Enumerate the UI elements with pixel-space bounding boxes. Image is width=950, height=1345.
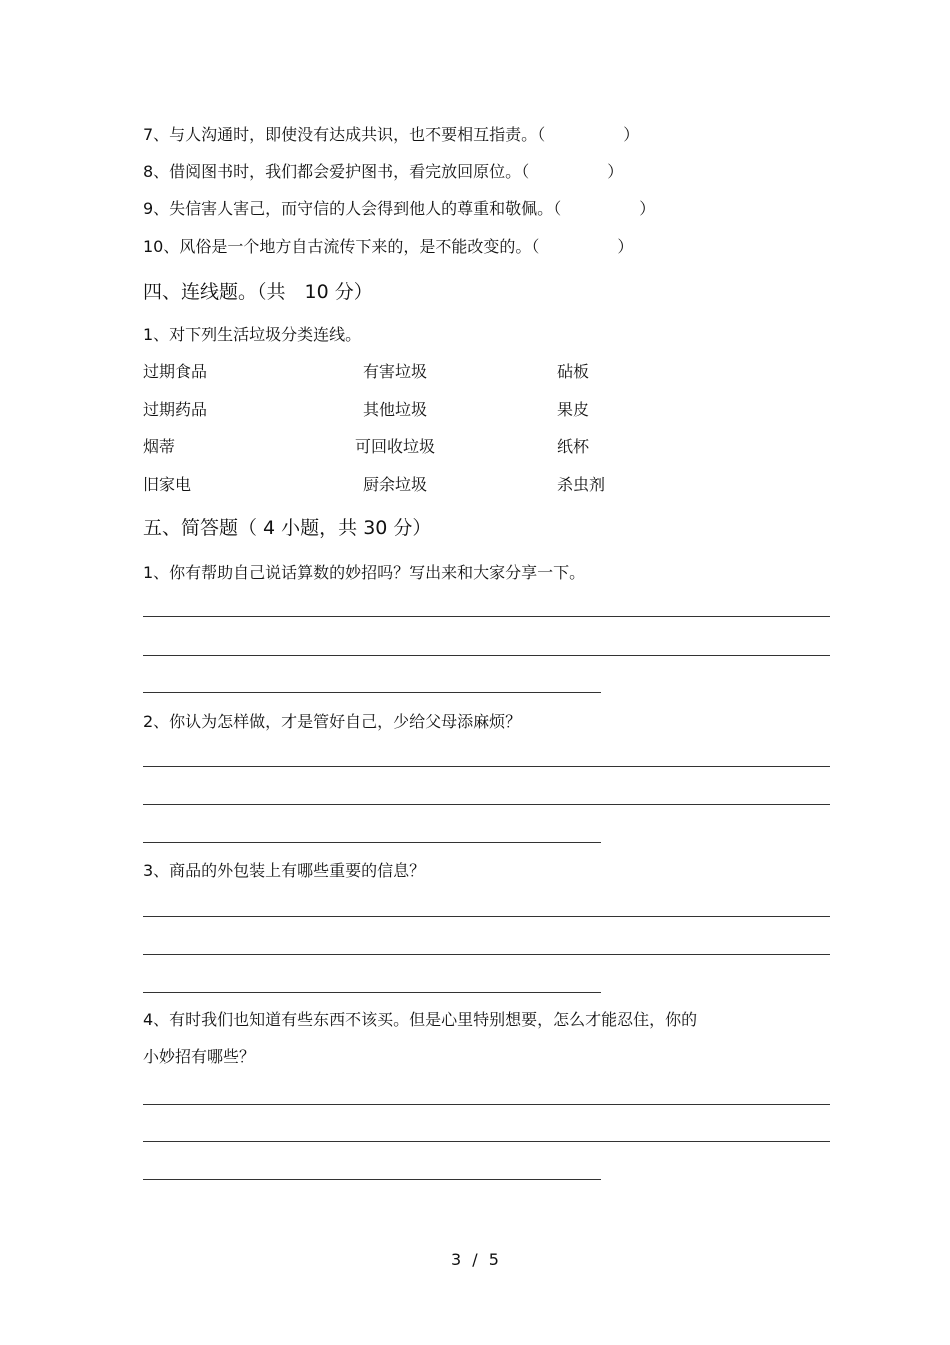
close-paren: ）	[639, 199, 656, 218]
answer-line[interactable]	[143, 1141, 830, 1142]
answer-line[interactable]	[143, 954, 830, 955]
answer-line[interactable]	[143, 1104, 830, 1105]
match-col1-item: 过期食品	[143, 362, 208, 381]
match-col1-item: 烟蒂	[143, 437, 176, 456]
page-separator: /	[472, 1250, 478, 1269]
close-paren: ）	[607, 162, 624, 181]
short-answer-question-4: 4、有时我们也知道有些东西不该买。但是心里特别想要，怎么才能忍住，你的	[143, 1010, 698, 1029]
section4-question: 1、对下列生活垃圾分类连线。	[143, 325, 362, 344]
judgement-item-7	[143, 124, 639, 146]
section4-heading: 四、连线题。（共 10 分）	[143, 281, 373, 303]
judgement-item-text: 9、失信害人害己，而守信的人会得到他人的尊重和敬佩。	[143, 199, 554, 218]
answer-line[interactable]	[143, 1179, 601, 1180]
answer-line[interactable]	[143, 692, 601, 693]
section5-heading: 五、简答题（ 4 小题，共 30 分）	[143, 517, 432, 539]
judgement-item-9	[143, 198, 655, 220]
match-col1-item: 旧家电	[143, 475, 192, 494]
close-paren: ）	[617, 237, 634, 256]
open-paren: （	[521, 162, 530, 181]
match-col3-item: 纸杯	[557, 437, 590, 456]
match-col2-item: 可回收垃圾	[355, 437, 436, 456]
answer-line[interactable]	[143, 616, 830, 617]
match-col2-item: 厨余垃圾	[363, 475, 428, 494]
match-col2-item: 其他垃圾	[363, 400, 428, 419]
match-col1-item: 过期药品	[143, 400, 208, 419]
match-col2-item: 有害垃圾	[363, 362, 428, 381]
page-total: 5	[488, 1250, 499, 1269]
answer-line[interactable]	[143, 916, 830, 917]
match-col3-item: 杀虫剂	[557, 475, 606, 494]
open-paren: （	[553, 199, 562, 218]
judgement-item-10	[143, 236, 633, 258]
answer-line[interactable]	[143, 992, 601, 993]
page-number	[0, 1249, 950, 1271]
short-answer-question-1: 1、你有帮助自己说话算数的妙招吗？写出来和大家分享一下。	[143, 563, 586, 582]
short-answer-question-2: 2、你认为怎样做，才是管好自己，少给父母添麻烦？	[143, 712, 522, 731]
answer-line[interactable]	[143, 766, 830, 767]
answer-line[interactable]	[143, 804, 830, 805]
judgement-item-text: 7、与人沟通时，即使没有达成共识，也不要相互指责。	[143, 125, 538, 144]
answer-line[interactable]	[143, 842, 601, 843]
open-paren: （	[531, 237, 540, 256]
judgement-item-text: 10、风俗是一个地方自古流传下来的，是不能改变的。	[143, 237, 532, 256]
short-answer-question-4-cont: 小妙招有哪些？	[143, 1047, 256, 1066]
match-col3-item: 砧板	[557, 362, 590, 381]
answer-line[interactable]	[143, 655, 830, 656]
match-col3-item: 果皮	[557, 400, 590, 419]
page-current: 3	[451, 1250, 462, 1269]
judgement-item-8	[143, 161, 623, 183]
short-answer-question-3: 3、商品的外包装上有哪些重要的信息？	[143, 861, 426, 880]
open-paren: （	[537, 125, 546, 144]
close-paren: ）	[623, 125, 640, 144]
judgement-item-text: 8、借阅图书时，我们都会爱护图书，看完放回原位。	[143, 162, 522, 181]
